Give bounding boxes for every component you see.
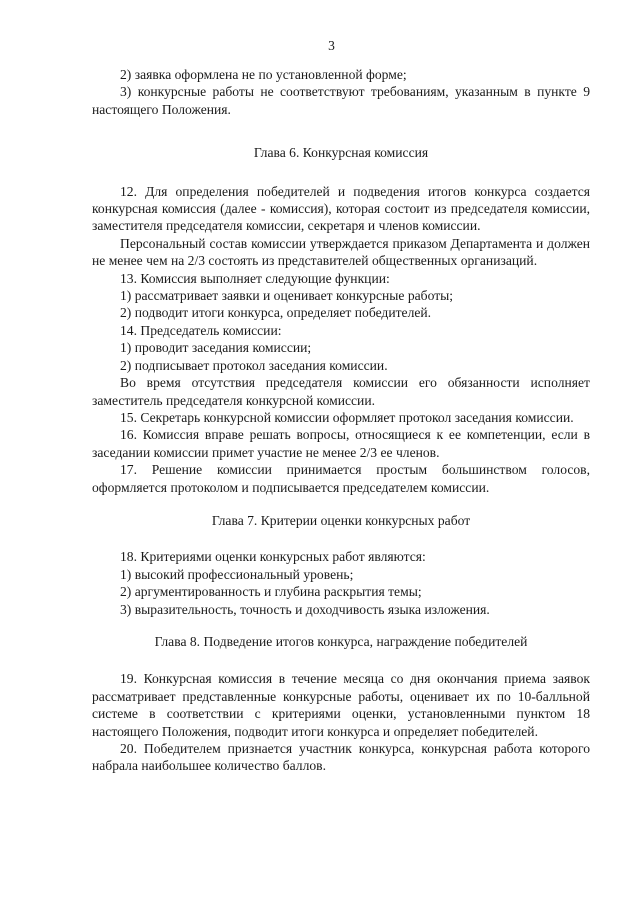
document-body <box>92 66 590 775</box>
paragraph-13: 13. Комиссия выполняет следующие функции: <box>120 270 390 286</box>
paragraph-14-item-1: 1) проводит заседания комиссии; <box>120 340 312 356</box>
paragraph-13-item-2: 2) подводит итоги конкурса, определяет победителей. <box>120 305 432 321</box>
paragraph-17: 17. Решение комиссии принимается простым большинством голосов, оформляется протоколом и подписывается председателем комиссии. <box>92 462 590 495</box>
paragraph-15: 15. Секретарь конкурсной комиссии оформляет протокол заседания комиссии. <box>120 409 574 425</box>
paragraph-13-item-1: 1) рассматривает заявки и оценивает конкурсные работы; <box>120 288 454 304</box>
chapter-7-title: Глава 7. Критерии оценки конкурсных работ <box>211 512 471 528</box>
paragraph-18-item-1: 1) высокий профессиональный уровень; <box>120 566 354 582</box>
paragraph-14: 14. Председатель комиссии: <box>120 322 282 338</box>
paragraph-condition-2: 2) заявка оформлена не по установленной форме; <box>120 67 407 82</box>
chapter-6-title: Глава 6. Конкурсная комиссия <box>253 145 429 161</box>
paragraph-12-composition: Персональный состав комиссии утверждается приказом Департамента и должен не менее чем на 2/3 состоять из представителей общественных организаций. <box>92 235 590 269</box>
chapter-8-title: Глава 8. Подведение итогов конкурса, награждение победителей <box>154 633 528 649</box>
paragraph-19: 19. Конкурсная комиссия в течение месяца со дня окончания приема заявок рассматривает представленные конкурсные работы, оценивает их по 10-балльной системе в соответствии с критериями оценки, установленными пунктом 18 настоящего Положения, подводит итоги конкурса и определяет победителей. <box>92 671 590 739</box>
paragraph-condition-3: 3) конкурсные работы не соответствуют требованиям, указанным в пункте 9 настоящего Положения. <box>92 84 590 117</box>
paragraph-14-item-2: 2) подписывает протокол заседания комиссии. <box>120 357 388 373</box>
paragraph-18-item-3: 3) выразительность, точность и доходчивость языка изложения. <box>120 601 490 617</box>
paragraph-18: 18. Критериями оценки конкурсных работ являются: <box>120 549 426 565</box>
page-number: 3 <box>328 38 335 53</box>
paragraph-12: 12. Для определения победителей и подведения итогов конкурса создается конкурсная комиссия (далее - комиссия), которая состоит из председателя комиссии, заместителя председателя комиссии, секретаря и членов комиссии. <box>92 183 590 234</box>
paragraph-14-deputy: Во время отсутствия председателя комиссии его обязанности исполняет заместитель председателя конкурсной комиссии. <box>92 375 590 408</box>
paragraph-20: 20. Победителем признается участник конкурса, конкурсная работа которого набрала наибольшее количество баллов. <box>92 741 590 774</box>
paragraph-16: 16. Комиссия вправе решать вопросы, относящиеся к ее компетенции, если в заседании комиссии примет участие не менее 2/3 ее членов. <box>92 427 590 460</box>
paragraph-18-item-2: 2) аргументированность и глубина раскрытия темы; <box>120 584 422 600</box>
